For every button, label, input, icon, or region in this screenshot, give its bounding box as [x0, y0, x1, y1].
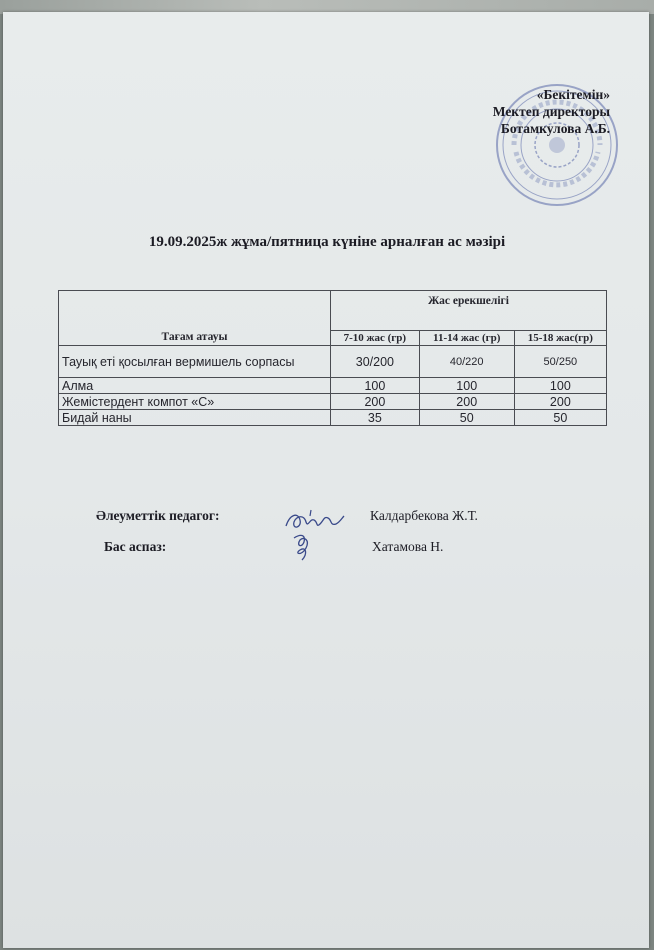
menu-title: 19.09.2025ж жұма/пятница күніне арналған ас мәзірі: [148, 234, 506, 250]
table-row: [59, 378, 607, 394]
social-pedagogue-name: Калдарбекова Ж.Т.: [370, 508, 478, 523]
head-cook-name: Хатамова Н.: [372, 539, 444, 554]
menu-table: [58, 290, 607, 426]
table-row: [59, 394, 607, 410]
social-pedagogue-role: Әлеуметтік педагог:: [96, 508, 220, 523]
dish-name: Жемістердент компот «С»: [59, 394, 331, 410]
approval-director-title: Мектеп директоры: [492, 104, 610, 119]
portion-11-14: 200: [419, 394, 514, 410]
table-row: [59, 346, 607, 378]
portion-11-14: 50: [419, 410, 514, 426]
portion-7-10: 100: [331, 378, 420, 394]
dish-name: Бидай наны: [59, 410, 331, 426]
head-cook-role: Бас аспаз:: [104, 539, 167, 554]
header-age-group: Жас ерекшелігі: [331, 291, 607, 331]
header-age-15-18: 15-18 жас(гр): [514, 331, 606, 346]
handwritten-signature: [280, 504, 350, 568]
portion-15-18: 50: [514, 410, 606, 426]
approval-block: [493, 86, 610, 137]
portion-11-14: 100: [419, 378, 514, 394]
table-row: [59, 410, 607, 426]
approval-heading: «Бекітемін»: [536, 87, 610, 102]
portion-15-18: 200: [514, 394, 606, 410]
approval-director-name: Ботамкулова А.Б.: [500, 121, 610, 136]
portion-11-14: 40/220: [419, 346, 514, 378]
dish-name: Алма: [59, 378, 331, 394]
portion-7-10: 35: [331, 410, 420, 426]
portion-7-10: 30/200: [331, 346, 420, 378]
portion-15-18: 100: [514, 378, 606, 394]
dish-name: Тауық еті қосылған вермишель сорпасы: [59, 346, 331, 378]
header-dish-name: Тағам атауы: [59, 291, 331, 346]
header-age-7-10: 7-10 жас (гр): [331, 331, 420, 346]
table-header-row: [59, 291, 607, 331]
header-age-11-14: 11-14 жас (гр): [419, 331, 514, 346]
portion-15-18: 50/250: [514, 346, 606, 378]
portion-7-10: 200: [331, 394, 420, 410]
